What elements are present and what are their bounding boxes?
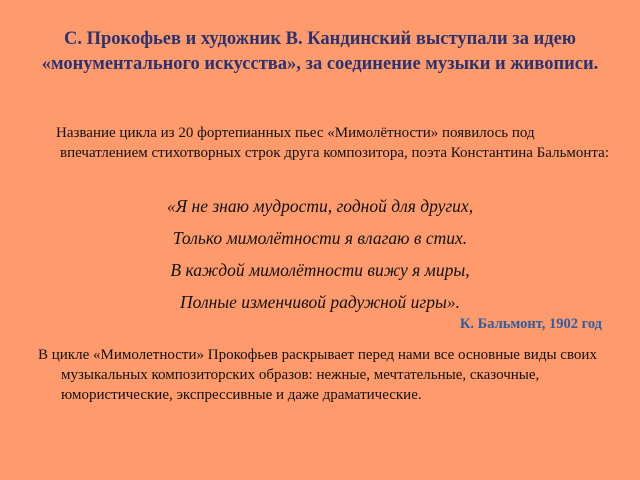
poem-line-1: «Я не знаю мудрости, годной для других,: [166, 196, 474, 216]
poem-line-4: Полные изменчивой радужной игры».: [180, 292, 460, 312]
poem-line-2: Только мимолётности я влагаю в стих.: [172, 228, 468, 248]
poem-quote: [20, 190, 620, 318]
poem-line-3: В каждой мимолётности вижу я миры,: [170, 260, 470, 280]
intro-paragraph: [38, 123, 620, 163]
intro-text: Название цикла из 20 фортепианных пьес «Мимолётности» появилось под впечатлением стихотворных строк друга композитора, поэта Константина Бальмонта:: [56, 125, 609, 161]
poem-attribution: К. Бальмонт, 1902 год: [459, 316, 602, 332]
slide-title: С. Прокофьев и художник В. Кандинский выступали за идею «монументального искусства», за соединение музыки и живописи.: [41, 29, 599, 74]
body-paragraph: В цикле «Мимолетности» Прокофьев раскрывает перед нами все основные виды своих музыкальных композиторских образов: нежные, мечтательные, сказочные, юмористические, экспрессивные и даже драматические.: [38, 347, 597, 403]
